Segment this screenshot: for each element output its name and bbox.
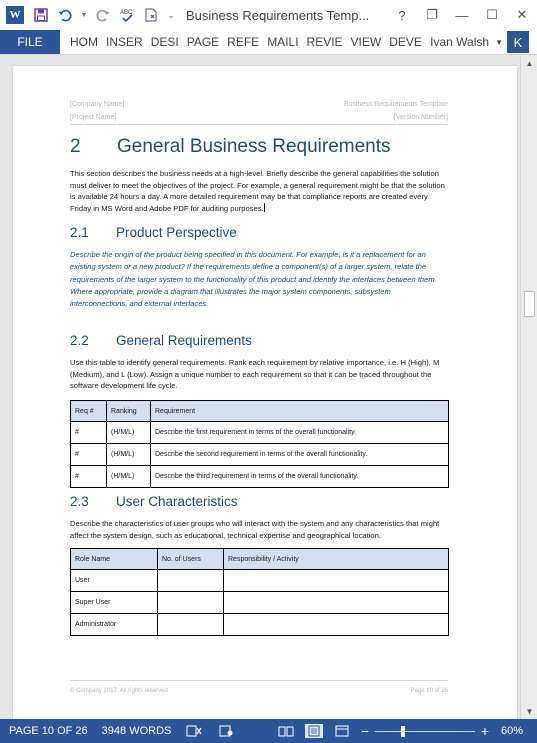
heading-1-text: General Business Requirements (117, 136, 391, 157)
page-header-row-1 (70, 101, 448, 108)
heading-1 (70, 136, 391, 158)
word-count-status[interactable]: 3948 WORDS (101, 725, 172, 737)
vertical-scrollbar[interactable] (520, 55, 537, 719)
zoom-level[interactable]: 60% (500, 725, 523, 737)
table-row (71, 614, 449, 636)
table-cell[interactable]: # (71, 466, 107, 488)
table-cell[interactable]: Administrator (71, 614, 158, 636)
table-header-cell: Requirement (151, 401, 449, 422)
table-cell[interactable]: # (71, 444, 107, 466)
table-header-cell: No. of Users (158, 549, 224, 570)
document-title: Business Requirements Temp... (186, 7, 370, 23)
avatar[interactable]: K (507, 31, 529, 53)
table-header-cell: Req # (71, 401, 107, 422)
table-cell[interactable] (158, 614, 224, 636)
web-layout-icon[interactable] (333, 724, 351, 738)
paragraph-business-needs-text: This section describes the business needs at a high-level. Briefly describe the general capabilities the solution must deliver to meet the objectives of the project. For example, a general requirement might be that the solution is available 24 hours a day. A more detailed requirement may be that compliance reports are created every Friday in MS Word and Adobe PDF for auditing purposes. (70, 169, 445, 213)
document-canvas[interactable] (0, 55, 520, 719)
heading-2-number: 2.3 (70, 494, 89, 509)
minimize-button[interactable]: — (455, 7, 469, 23)
scrollbar-thumb[interactable] (524, 291, 535, 317)
heading-2-text: User Characteristics (116, 494, 238, 509)
undo-icon[interactable] (56, 6, 74, 24)
title-bar (0, 0, 537, 30)
table-cell[interactable]: User (71, 570, 158, 592)
header-template-name: Business Requirements Template (343, 101, 448, 108)
word-app-letter: W (6, 6, 24, 24)
table-header-row (71, 401, 449, 422)
requirements-table[interactable] (70, 400, 449, 488)
table-header-cell: Role Name (71, 549, 158, 570)
tab-references[interactable]: REFE (227, 35, 260, 49)
tab-insert[interactable]: INSER (106, 35, 143, 49)
table-row (71, 466, 449, 488)
close-button[interactable]: ✕ (516, 7, 528, 22)
table-cell[interactable]: (H/M/L) (107, 466, 151, 488)
zoom-slider-thumb[interactable] (401, 726, 405, 737)
heading-2-text: Product Perspective (116, 225, 237, 240)
table-row (71, 570, 449, 592)
print-layout-icon[interactable] (305, 724, 323, 738)
table-row (71, 592, 449, 614)
macro-recording-icon[interactable] (217, 724, 235, 738)
paragraph-general-requirements: Use this table to identify general requirements. Rank each requirement by relative importance, i.e. H (High), M (Medium), and L (Low). Assign a unique number to each requirement so that it can be traced throughout the software development life cycle. (70, 358, 440, 391)
table-cell[interactable]: (H/M/L) (107, 444, 151, 466)
paragraph-user-characteristics: Describe the characteristics of user groups who will interact with the system and any characteristics that might affect the system design, such as educational, technical expertise and geographical location. (70, 519, 440, 540)
scroll-down-icon[interactable]: ▼ (525, 706, 534, 716)
footer-copyright: © Company 2017. All rights reserved (70, 688, 168, 694)
heading-2-text: General Requirements (116, 333, 252, 348)
new-document-icon[interactable] (142, 6, 160, 24)
footer-page-number: Page 10 of 26 (410, 688, 448, 694)
word-logo-icon[interactable] (6, 6, 24, 24)
page-footer (70, 688, 448, 694)
table-cell[interactable] (224, 592, 449, 614)
heading-2-general-requirements (70, 333, 252, 348)
heading-2-product-perspective (70, 225, 237, 240)
paragraph-business-needs (70, 168, 450, 214)
text-cursor (264, 203, 265, 212)
customize-qat-icon[interactable]: ⌄ (167, 9, 175, 20)
save-icon[interactable] (32, 6, 50, 24)
table-cell[interactable] (158, 570, 224, 592)
table-header-cell: Ranking (107, 401, 151, 422)
quick-access-toolbar (32, 6, 176, 24)
user-characteristics-table[interactable] (70, 548, 449, 636)
table-cell[interactable]: Describe the first requirement in terms of the overall functionality. (151, 422, 449, 444)
undo-dropdown-icon[interactable]: ▼ (80, 11, 88, 19)
svg-text:ABC: ABC (120, 10, 133, 16)
heading-2-user-characteristics (70, 494, 238, 509)
zoom-slider[interactable] (375, 731, 475, 732)
header-version-number: [Version Number] (393, 114, 448, 121)
maximize-button[interactable]: ☐ (486, 7, 498, 22)
table-cell[interactable]: Super User (71, 592, 158, 614)
table-cell[interactable] (224, 614, 449, 636)
page-header-row-2 (70, 114, 448, 121)
table-cell[interactable]: Describe the second requirement in terms of the overall functionality. (151, 444, 449, 466)
table-cell[interactable]: (H/M/L) (107, 422, 151, 444)
heading-2-number: 2.1 (70, 225, 89, 240)
footer-divider (70, 680, 448, 681)
chevron-down-icon: ▼ (495, 37, 503, 47)
table-header-cell: Responsibility / Activity (224, 549, 449, 570)
tab-review[interactable]: REVIE (306, 35, 343, 49)
tab-design[interactable]: DESI (150, 35, 179, 49)
tab-file[interactable]: FILE (0, 30, 60, 54)
tab-home[interactable]: HOM (70, 35, 98, 49)
table-cell[interactable]: Describe the third requirement in terms of the overall functionality. (151, 466, 449, 488)
scroll-up-icon[interactable]: ▲ (525, 58, 534, 68)
user-name-label: Ivan Walsh (430, 35, 490, 49)
table-row (71, 422, 449, 444)
heading-2-number: 2.2 (70, 333, 89, 348)
zoom-out-button[interactable]: − (360, 723, 370, 739)
paragraph-product-perspective: Describe the origin of the product being specified in this document. For example, is it a replacement for an existing system or a new product? If the requirements define a component(s) of a larger system, relate the requirements of the larger system to the functionality of this product and identify the interfaces between them. Where appropriate, provide a diagram that illustrates the major system components, subsystem interconnections, and external interfaces. (70, 250, 437, 309)
tab-mailings[interactable]: MAILI (267, 35, 299, 49)
table-header-row (71, 549, 449, 570)
header-project-name: [Project Name] (70, 114, 117, 121)
status-bar (0, 719, 537, 743)
table-cell[interactable] (224, 570, 449, 592)
table-cell[interactable]: # (71, 422, 107, 444)
tab-page-layout[interactable]: PAGE (186, 35, 220, 49)
proofing-icon[interactable] (185, 724, 203, 738)
header-divider (70, 124, 448, 125)
user-account-menu[interactable] (430, 30, 503, 54)
tab-view[interactable]: VIEW (350, 35, 382, 49)
tab-developer[interactable]: DEVE (389, 35, 422, 49)
window-controls (387, 0, 537, 30)
heading-1-number: 2 (70, 136, 81, 157)
table-row (71, 444, 449, 466)
help-button[interactable]: ? (398, 7, 406, 23)
table-cell[interactable] (158, 592, 224, 614)
read-mode-icon[interactable] (277, 724, 295, 738)
zoom-in-button[interactable]: + (480, 723, 490, 739)
ribbon-display-options-icon[interactable]: ❐ (426, 7, 438, 22)
page-count-status[interactable]: PAGE 10 OF 26 (9, 725, 88, 737)
document-page[interactable] (13, 66, 517, 719)
spelling-icon[interactable] (118, 6, 136, 24)
redo-icon[interactable] (94, 6, 112, 24)
header-company-name: [Company Name] (70, 101, 125, 108)
